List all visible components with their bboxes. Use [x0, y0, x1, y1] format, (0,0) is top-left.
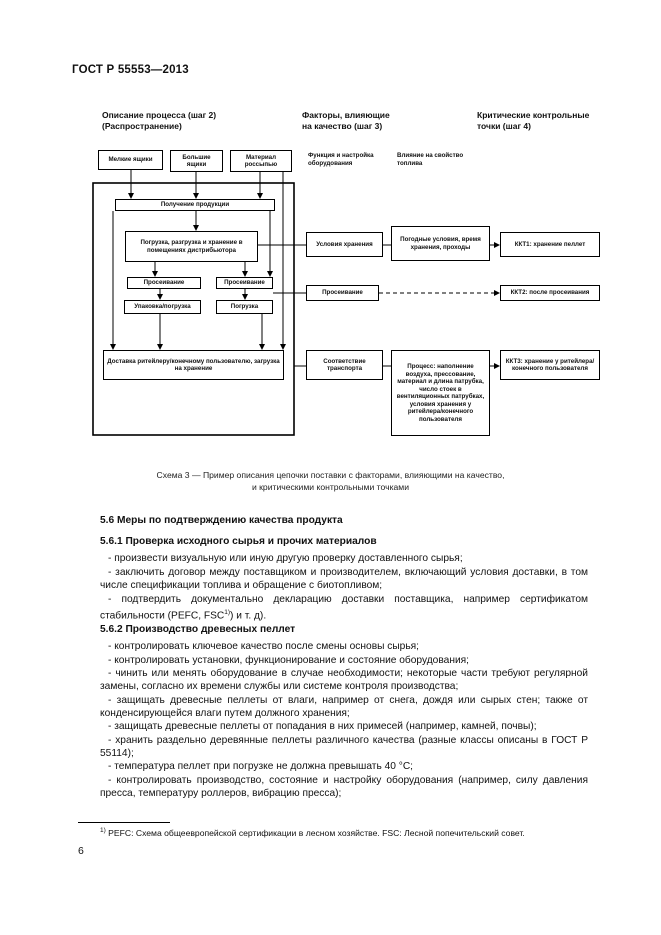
list-item: [100, 593, 588, 623]
input-small-boxes: Мелкие ящики: [98, 150, 163, 170]
factor-header-fuel: Влияние на свойство топлива: [397, 152, 464, 167]
process-sieve-right: Просеивание: [216, 277, 273, 289]
factor-transport: Соответствие транспорта: [306, 350, 383, 380]
standard-header: ГОСТ Р 55553—2013: [72, 64, 189, 76]
ccp-kkt2: ККТ2: после просеивания: [500, 285, 600, 301]
section-5-6-1-title: 5.6.1 Проверка исходного сырья и прочих материалов: [100, 536, 377, 547]
list-item: - чинить или менять оборудование в случае необходимости; некоторые части требуют регулярной замены, согласно их времени службы или системе контроля производства;: [100, 668, 588, 693]
factor-transport-detail: Процесс: наполнение воздуха, прессование, материал и длина патрубка, число стоек в вентиляционных патрубках, условия хранения у ритейлера/конечного пользователя: [391, 350, 490, 436]
process-load: Погрузка: [216, 300, 273, 314]
factor-storage-conditions: Условия хранения: [306, 232, 383, 257]
list-item: - контролировать ключевое качество после смены основы сырья;: [108, 641, 419, 652]
ccp-kkt1: ККТ1: хранение пеллет: [500, 232, 600, 257]
col-ccp-title: Критические контрольные точки (шаг 4): [477, 110, 590, 131]
input-bulk-material: Материал россыпью: [230, 150, 292, 172]
col-process-title: Описание процесса (шаг 2) (Распространение): [102, 110, 217, 131]
section-5-6-2-title: 5.6.2 Производство древесных пеллет: [100, 624, 296, 635]
list-item: - заключить договор между поставщиком и производителем, включающий условия доставки, в том числе спецификации топлива и обращение с биотопливом;: [100, 567, 588, 592]
list-item: - температура пеллет при погрузке не должна превышать 40 °С;: [108, 761, 414, 772]
list-item: - контролировать производство, состояние и настройку оборудования (например, силу давления пресса, температуру роллеров, вибрацию пресса);: [100, 775, 588, 800]
factor-storage-detail: Погодные условия, время хранения, проходы: [391, 226, 490, 261]
footnote-separator: [78, 822, 170, 823]
ccp-kkt3: ККТ3: хранение у ритейлера/конечного пользователя: [500, 350, 600, 380]
process-storage: Погрузка, разгрузка и хранение в помещениях дистрибьютора: [125, 231, 258, 262]
process-sieve-left: Просеивание: [127, 277, 201, 289]
list-item: - произвести визуальную или иную другую проверку доставленного сырья;: [108, 553, 463, 564]
list-item: - защищать древесные пеллеты от влаги, например от снега, дождя или сырых стен; также от конденсирующейся влаги путем должного хранения;: [100, 695, 588, 720]
list-item: - защищать древесные пеллеты от попадания в них примесей (например, камней, почвы);: [108, 721, 537, 732]
process-pack: Упаковка/погрузка: [124, 300, 201, 314]
factor-sieving: Просеивание: [306, 285, 379, 301]
figure-caption: Схема 3 — Пример описания цепочки поставки с факторами, влияющими на качество, и критическими контрольными точками: [156, 470, 505, 492]
footnote-ref: 1): [224, 609, 231, 617]
list-item-text: - подтвердить документально декларацию доставки поставщика, например сертификатом стабильности (PEFC, FSC: [100, 594, 588, 622]
list-item: - контролировать установки, функционирование и состояние оборудования;: [108, 655, 469, 666]
section-5-6-title: 5.6 Меры по подтверждению качества продукта: [100, 515, 343, 526]
list-item-text-end: ) и т. д).: [230, 610, 267, 622]
list-item: - хранить раздельно деревянные пеллеты различного качества (разные классы описаны в ГОСТ Р 55114);: [100, 735, 588, 760]
process-deliver: Доставка ритейлеру/конечному пользователю, загрузка на хранение: [103, 350, 284, 380]
footnote: [100, 827, 600, 838]
process-receive: Получение продукции: [115, 199, 275, 211]
footnote-text: PEFC: Схема общеевропейской сертификации в лесном хозяйстве. FSC: Лесной попечительский совет.: [105, 827, 525, 838]
input-large-boxes: Большие ящики: [170, 150, 223, 172]
col-factors-title: Факторы, влияющие на качество (шаг 3): [302, 110, 390, 131]
footnote-mark: 1): [100, 827, 106, 834]
page-number: 6: [78, 845, 84, 857]
factor-header-equipment: Функция и настройка оборудования: [308, 152, 374, 167]
